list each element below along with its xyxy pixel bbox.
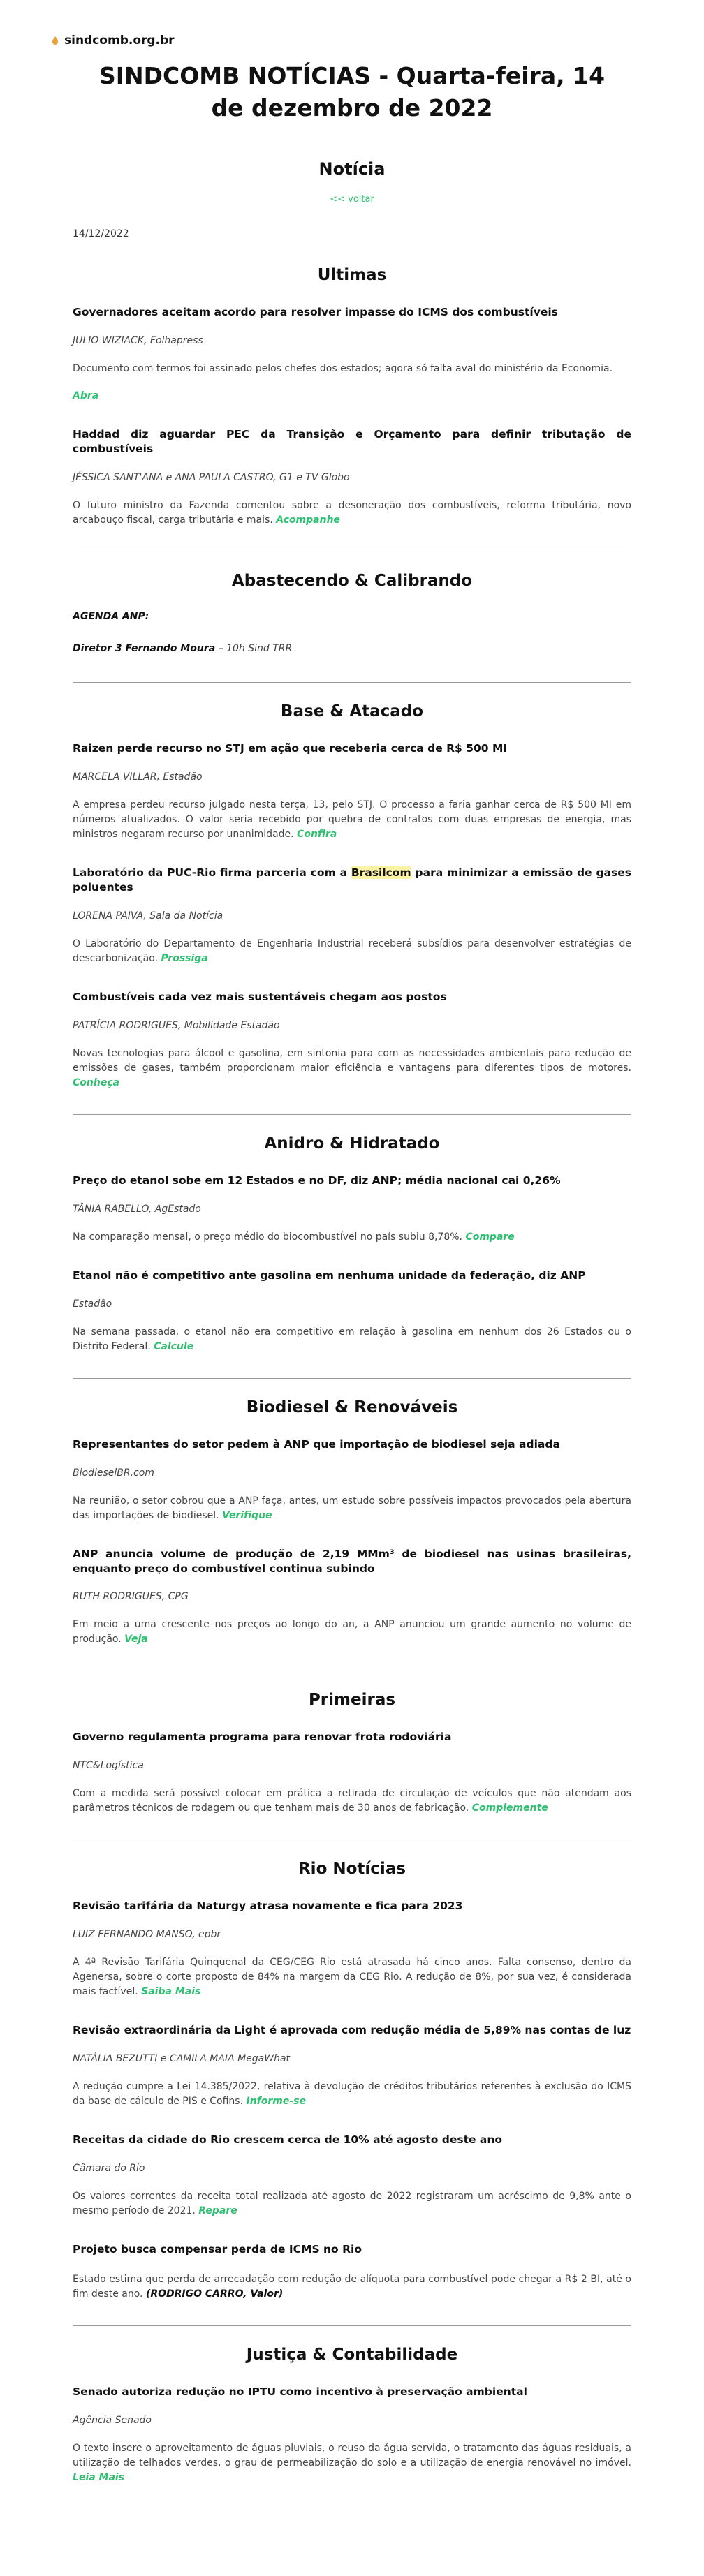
article-title[interactable]: ANP anuncia volume de produção de 2,19 MMm³ de biodiesel nas usinas brasileiras, enquanto preço do combustível continua subindo: [73, 1547, 631, 1575]
agenda-detail: – 10h Sind TRR: [218, 643, 293, 655]
issue-date: 14/12/2022: [73, 228, 129, 240]
summary-text: O futuro ministro da Fazenda comentou sobre a desoneração dos combustíveis, reforma tributária, novo arcabouço fiscal, carga tributária e mais.: [73, 500, 631, 526]
article-item: [73, 427, 631, 528]
article-item: [73, 2133, 631, 2219]
article-author: JULIO WIZIACK, Folhapress: [73, 335, 203, 347]
section-title: Ultimas: [317, 266, 387, 285]
read-more-link[interactable]: Veja: [124, 1634, 148, 1645]
article-author: PATRÍCIA RODRIGUES, Mobilidade Estadão: [73, 1019, 280, 1031]
summary-text: Estado estima que perda de arrecadação com redução de alíquota para combustível pode chegar a R$ 2 BI, até o fim deste ano.: [73, 2274, 631, 2300]
section-title: Abastecendo & Calibrando: [231, 572, 473, 591]
section-title: Anidro & Hidratado: [264, 1134, 440, 1153]
section-divider: [73, 1114, 631, 1115]
section-title: Biodiesel & Renováveis: [246, 1398, 458, 1416]
article-title[interactable]: Senado autoriza redução no IPTU como incentivo à preservação ambiental: [73, 2385, 527, 2399]
site-brand[interactable]: [50, 34, 631, 47]
article-author: NTC&Logística: [73, 1760, 144, 1772]
summary-text: Novas tecnologias para álcool e gasolina, em sintonia para com as necessidades ambientais para redução de emissões de gases, também proporcionam maior eficiência e vantagens para diferentes tipos de motores.: [73, 1047, 631, 1074]
section-divider: [73, 1378, 631, 1379]
summary-text: Os valores correntes da receita total realizada até agosto de 2022 registraram um acréscimo de 9,8% ante o mesmo período de 2021.: [73, 2191, 631, 2217]
read-more-link[interactable]: Conheça: [73, 1076, 120, 1088]
section-divider: [73, 2325, 631, 2326]
article-item: [73, 1899, 631, 1999]
read-more-link[interactable]: Repare: [198, 2205, 237, 2217]
article-item: [73, 2385, 631, 2485]
section-divider: [73, 682, 631, 683]
article-summary: [73, 798, 631, 842]
article-summary: [73, 2080, 631, 2109]
article-item: [73, 990, 631, 1090]
article-author: RUTH RODRIGUES, CPG: [73, 1591, 189, 1603]
article-summary: [73, 2272, 631, 2302]
article-author: Estadão: [73, 1298, 112, 1310]
section-anidro-hidratado: [73, 1134, 631, 1379]
read-more-link[interactable]: Complemente: [471, 1803, 548, 1814]
article-item: [73, 1547, 631, 1648]
article-item: [73, 1730, 631, 1816]
summary-text: Na reunião, o setor cobrou que a ANP faça, antes, um estudo sobre possíveis impactos provocados pela abertura das importações de biodiesel.: [73, 1495, 631, 1521]
article-author: BiodieselBR.com: [73, 1467, 154, 1479]
read-more-link[interactable]: Informe-se: [246, 2096, 306, 2108]
highlighted-term: Brasilcom: [351, 866, 411, 880]
summary-text: Na comparação mensal, o preço médio do biocombustível no país subiu 8,78%.: [73, 1231, 462, 1243]
agenda-role: Diretor 3 Fernando Moura: [73, 643, 216, 655]
article-author: NATÁLIA BEZUTTI e CAMILA MAIA MegaWhat: [73, 2053, 291, 2065]
article-title[interactable]: Governadores aceitam acordo para resolver impasse do ICMS dos combustíveis: [73, 306, 558, 319]
section-abastecendo-calibrando: [73, 572, 631, 683]
agenda-block: [73, 611, 631, 654]
article-title[interactable]: Revisão extraordinária da Light é aprovada com redução média de 5,89% nas contas de luz: [73, 2024, 631, 2037]
site-name: sindcomb.org.br: [64, 34, 175, 47]
article-title[interactable]: [73, 866, 631, 895]
summary-text: A 4ª Revisão Tarifária Quinquenal da CEG/CEG Rio está atrasada há cinco anos. Falta consenso, dentro da Agenersa, sobre o corte proposto de 84% na margem da CEG Rio. A redução de 8%, por sua vez, é considerada mais factível.: [73, 1957, 631, 1998]
section-title: Rio Notícias: [298, 1860, 406, 1879]
article-item: [73, 741, 631, 842]
section-justica-contabilidade: [73, 2346, 631, 2485]
summary-text: Na semana passada, o etanol não era competitivo em relação à gasolina em nenhum dos 26 Estados ou o Distrito Federal.: [73, 1326, 631, 1352]
article-summary: [73, 1786, 631, 1816]
article-title[interactable]: Governo regulamenta programa para renovar frota rodoviária: [73, 1731, 452, 1744]
section-base-atacado: [73, 702, 631, 1115]
summary-text: O texto insere o aproveitamento de águas pluviais, o reuso da água servida, o tratamento das águas residuais, a utilização de telhados verdes, o grau de permeabilização do solo e a utilização de energia renovável no imóvel.: [73, 2442, 631, 2468]
article-title[interactable]: Preço do etanol sobe em 12 Estados e no DF, diz ANP; média nacional cai 0,26%: [73, 1174, 561, 1187]
article-summary: [73, 2441, 631, 2485]
article-summary: [73, 1325, 631, 1354]
sections-container: [73, 266, 631, 2485]
fuel-drop-icon: [50, 36, 60, 45]
article-author: MARCELA VILLAR, Estadão: [73, 771, 203, 783]
article-author: JÉSSICA SANT'ANA e ANA PAULA CASTRO, G1 e TV Globo: [73, 472, 350, 484]
section-title: Justiça & Contabilidade: [246, 2346, 458, 2364]
article-title[interactable]: Revisão tarifária da Naturgy atrasa novamente e fica para 2023: [73, 1900, 463, 1913]
article-author: LUIZ FERNANDO MANSO, epbr: [73, 1929, 221, 1941]
article-summary: [73, 362, 631, 404]
article-summary: [73, 1618, 631, 1647]
article-summary: [73, 1494, 631, 1523]
article-item: [73, 2242, 631, 2302]
summary-text: Com a medida será possível colocar em prática a retirada de circulação de veículos que não atendam aos parâmetros técnicos de rodagem ou que tenham mais de 30 anos de fabricação.: [73, 1788, 631, 1814]
read-more-link[interactable]: Abra: [73, 390, 99, 402]
article-title[interactable]: Combustíveis cada vez mais sustentáveis chegam aos postos: [73, 990, 447, 1003]
article-author: Câmara do Rio: [73, 2163, 145, 2175]
article-title[interactable]: Raizen perde recurso no STJ em ação que receberia cerca de R$ 500 MI: [73, 742, 508, 755]
read-more-link[interactable]: Compare: [465, 1231, 515, 1243]
section-title: Primeiras: [308, 1691, 396, 1710]
article-summary: [73, 1955, 631, 1999]
summary-text: A empresa perdeu recurso julgado nesta terça, 13, pelo STJ. O processo a faria ganhar cerca de R$ 500 MI em números atualizados. O valor seria recebido por quebra de contratos com duas empresas de energia, mas ministros negaram recurso por unanimidade.: [73, 799, 631, 841]
section-title: Base & Atacado: [280, 702, 424, 721]
read-more-link[interactable]: Acompanhe: [276, 515, 341, 526]
summary-text: Em meio a uma crescente nos preços ao longo do an, a ANP anunciou um grande aumento no volume de produção.: [73, 1619, 631, 1645]
article-summary: [73, 498, 631, 528]
page-label: Notícia: [318, 159, 386, 179]
article-title[interactable]: Representantes do setor pedem à ANP que importação de biodiesel seja adiada: [73, 1437, 560, 1451]
article-summary: [73, 2189, 631, 2219]
summary-text: A redução cumpre a Lei 14.385/2022, relativa à devolução de créditos tributários referentes à exclusão do ICMS da base de cálculo de PIS e Cofins.: [73, 2081, 631, 2108]
title-text: para minimizar a emissão de gases poluentes: [73, 866, 631, 894]
article-summary: [73, 937, 631, 966]
page-title: SINDCOMB NOTÍCIAS - Quarta-feira, 14 de dezembro de 2022: [98, 62, 606, 122]
article-author: LORENA PAIVA, Sala da Notícia: [73, 910, 223, 921]
back-link[interactable]: << voltar: [330, 194, 374, 205]
article-author: TÂNIA RABELLO, AgEstado: [73, 1203, 201, 1215]
read-more-link[interactable]: Calcule: [154, 1340, 194, 1352]
article-title[interactable]: Projeto busca compensar perda de ICMS no Rio: [73, 2243, 362, 2256]
article-summary: [73, 1046, 631, 1090]
summary-text: Documento com termos foi assinado pelos chefes dos estados; agora só falta aval do ministério da Economia.: [73, 363, 613, 375]
article-item: [73, 305, 631, 404]
read-more-link[interactable]: Confira: [297, 829, 337, 841]
article-item: [73, 1268, 631, 1354]
article-item: [73, 866, 631, 966]
read-more-link[interactable]: Prossiga: [161, 952, 208, 964]
article-item: [73, 1174, 631, 1245]
article-title[interactable]: Receitas da cidade do Rio crescem cerca de 10% até agosto deste ano: [73, 2133, 503, 2147]
article-item: [73, 1437, 631, 1523]
article-title[interactable]: Etanol não é competitivo ante gasolina em nenhuma unidade da federação, diz ANP: [73, 1268, 586, 1282]
read-more-link[interactable]: Saiba Mais: [141, 1986, 201, 1998]
article-item: [73, 2023, 631, 2109]
article-credit: (RODRIGO CARRO, Valor): [145, 2288, 284, 2300]
agenda-title: AGENDA ANP:: [73, 611, 149, 623]
section-rio-noticias: [73, 1860, 631, 2326]
read-more-link[interactable]: Leia Mais: [73, 2471, 125, 2483]
section-primeiras: [73, 1691, 631, 1840]
agenda-line: [73, 643, 631, 654]
section-ultimas: [73, 266, 631, 552]
article-summary: [73, 1230, 631, 1245]
title-text: Laboratório da PUC-Rio firma parceria com a: [73, 866, 351, 880]
article-author: Agência Senado: [73, 2414, 152, 2426]
summary-text: O Laboratório do Departamento de Engenharia Industrial receberá subsídios para desenvolver estratégias de descarbonização.: [73, 938, 631, 964]
read-more-link[interactable]: Verifique: [222, 1509, 272, 1521]
section-biodiesel-renovaveis: [73, 1398, 631, 1672]
newsletter-page: [64, 0, 631, 2485]
article-title[interactable]: Haddad diz aguardar PEC da Transição e Orçamento para definir tributação de combustíveis: [73, 428, 631, 456]
